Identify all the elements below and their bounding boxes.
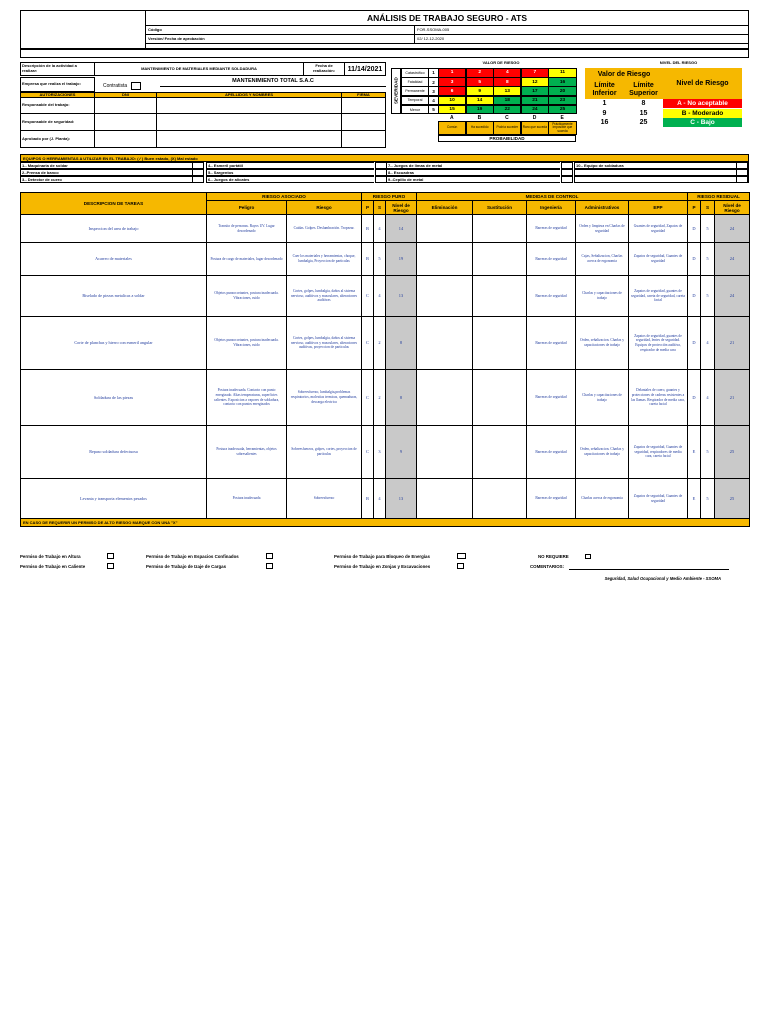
task-cell-elim (416, 425, 473, 479)
task-cell-rie: Cortes, golpes, lumbalgia, daños al sistema nervioso, auditivos y musculares, alteraciones auditivas, proyeccion de particulas (286, 316, 362, 370)
probability-label: PROBABILIDAD (438, 135, 576, 142)
matrix-severity-number: 4 (428, 96, 439, 106)
matrix-severity-name: Menor (401, 105, 429, 115)
task-cell-s: 2 (373, 369, 386, 426)
matrix-grid (401, 68, 576, 114)
matrix-severity-number: 1 (428, 68, 439, 78)
revision-label: Versión/ Fecha de aprobación (145, 34, 415, 44)
level-name: C - Bajo (663, 118, 742, 127)
task-cell-epp: Zapatos de seguridad, Guantes de seguridad (628, 478, 688, 519)
matrix-probability-letter: B (477, 114, 482, 121)
task-cell-elim (416, 478, 473, 519)
task-cell-s2: 5 (700, 425, 715, 479)
task-cell-n2: 24 (714, 242, 750, 276)
header-logo-box (20, 10, 146, 49)
task-cell-s: 4 (373, 214, 386, 243)
task-cell-p2: D (687, 214, 701, 243)
task-cell-p: C (361, 369, 374, 426)
matrix-severity-name: Fatalidad (401, 77, 429, 87)
task-cell-ing: Barreras de seguridad (526, 369, 576, 426)
column-header-riesgo: Riesgo (286, 200, 362, 215)
permit-izaje: Permiso de Trabajo de Izaje de Cargas (146, 564, 227, 569)
approved-by-label: Aprobado por (J. Planta): (20, 130, 95, 148)
matrix-probability-letter: A (449, 114, 454, 121)
responsible-safety-dni[interactable] (94, 113, 157, 131)
task-cell-sust (472, 316, 527, 370)
column-header-p: P (687, 200, 701, 215)
task-cell-pel: Postura inadecuada (206, 478, 287, 519)
task-cell-s: 3 (373, 425, 386, 479)
matrix-probability-letter: D (532, 114, 537, 121)
equipment-state-box[interactable] (561, 162, 573, 169)
level-lower: 9 (602, 109, 607, 117)
matrix-severity-name: Temporal (401, 96, 429, 106)
task-cell-n: 9 (385, 425, 417, 479)
matrix-severity-name: Permanente (401, 86, 429, 96)
equipment-state-box[interactable] (736, 176, 748, 183)
task-cell-elim (416, 242, 473, 276)
task-cell-s: 2 (373, 316, 386, 370)
task-cell-adm: Charlas y capacitaciones de trabajo (575, 275, 629, 317)
level-upper: 8 (641, 100, 646, 107)
matrix-cell: 9 (466, 86, 494, 96)
equipment-state-box[interactable] (561, 176, 573, 183)
task-cell-epp: Zapatos de seguridad, guantes de seguridad, lentes de seguridad. Equipos de protección auditiva, respirador de media cara (628, 316, 688, 370)
task-cell-p2: D (687, 275, 701, 317)
level-upper: 25 (639, 119, 648, 126)
task-cell-elim (416, 316, 473, 370)
date-label: Fecha de realización: (303, 62, 345, 76)
task-cell-ing: Barreras de seguridad (526, 425, 576, 479)
comentarios-line[interactable] (569, 569, 729, 570)
task-cell-rie: Caer los materiales y herramientas, choque, lumbalgia, Proyeccion de particulas (286, 242, 362, 276)
equipment-item: 10.- Equipo de soldadura (574, 162, 738, 169)
equipment-item (574, 176, 738, 183)
no-requiere-label: NO REQUIERE (538, 554, 569, 559)
task-cell-p2: E (687, 478, 701, 519)
task-cell-n: 14 (385, 214, 417, 243)
task-cell-pel: Objetos punzocortantes, postura inadecuada. Vibraciones, ruido (206, 275, 287, 317)
column-header-nivel: Nivel de Riesgo (714, 200, 750, 215)
permit-bloqueo: Permiso de Trabajo para Bloqueo de Energías (334, 554, 430, 559)
approved-by-dni[interactable] (94, 130, 157, 148)
task-cell-s: 4 (373, 478, 386, 519)
desc-header: DESCRIPCION DE TAREAS (20, 192, 207, 215)
matrix-cell: 1 (438, 68, 466, 78)
code-value: FOR-SSOMA-005 (414, 25, 749, 35)
auth-header: AUTORIZACIONES (20, 92, 95, 98)
activity-value: MANTENIMIENTO DE MATERIALES MEDIANTE SOLDADURA (94, 62, 304, 76)
no-requiere-checkbox[interactable] (585, 554, 591, 559)
matrix-cell: 16 (548, 77, 576, 87)
matrix-cell: 17 (521, 86, 549, 96)
equipment-item: 5.- Sargentos (206, 169, 374, 176)
column-header-peligro: Peligro (206, 200, 287, 215)
residual-group-header: RIESGO RESIDUAL (687, 192, 750, 201)
task-cell-epp: Guantes de seguridad, Zapatos de seguridad (628, 214, 688, 243)
matrix-cell: 5 (466, 77, 494, 87)
equipment-item: 1.- Maquinaria de soldar (20, 162, 192, 169)
column-header-elim: Eliminación (416, 200, 473, 215)
level-title: NIVEL DEL RIESGO (659, 60, 698, 66)
task-cell-epp: Delantales de cuero, guantes y protecciones de caderas resistentes a las llamas. Respirador de media cara, careta facial (628, 369, 688, 426)
column-header-p: P (361, 200, 374, 215)
approved-by-sign[interactable] (341, 130, 386, 148)
task-cell-p: B (361, 242, 374, 276)
matrix-cell: 22 (493, 105, 521, 115)
column-header-epp: EPP (628, 200, 688, 215)
comentarios-label: COMENTARIOS: (530, 564, 565, 569)
contractor-label: Contratista (103, 83, 128, 89)
matrix-probability-letter: C (505, 114, 509, 121)
value-label: Valor de Riesgo (585, 68, 663, 81)
risk-matrix (391, 62, 577, 146)
task-cell-sust (472, 242, 527, 276)
matrix-cell: 2 (466, 68, 494, 78)
column-header-ing: Ingeniería (526, 200, 576, 215)
severity-label: SEVERIDAD (393, 77, 399, 105)
matrix-probability-description: Común (438, 121, 466, 135)
column-header-nivel: Nivel de Riesgo (385, 200, 417, 215)
task-cell-n: 8 (385, 369, 417, 426)
task-cell-ing: Barreras de seguridad (526, 275, 576, 317)
task-cell-elim (416, 275, 473, 317)
permit-izaje-checkbox[interactable] (266, 563, 273, 569)
level-name: B - Moderado (663, 109, 742, 118)
matrix-letters (438, 114, 576, 121)
responsible-safety-sign[interactable] (341, 113, 386, 131)
task-cell-n: 13 (385, 478, 417, 519)
task-cell-n: 8 (385, 316, 417, 370)
company-value: MANTENIMIENTO TOTAL S.A.C (232, 78, 314, 84)
responsible-work-label: Responsable del trabajo: (20, 97, 95, 114)
contractor-checkbox[interactable] (131, 82, 141, 90)
matrix-cell: 20 (548, 86, 576, 96)
date-value[interactable]: 11/14/2021 (344, 62, 386, 76)
equipment-item: 8.- Escuadras (386, 169, 560, 176)
column-header-s: S (373, 200, 386, 215)
company-label: Empresa que realiza el trabajo: (20, 77, 95, 92)
matrix-cell: 14 (466, 96, 494, 106)
task-cell-desc: Soldadura de las piezas (20, 369, 207, 426)
task-cell-n2: 25 (714, 425, 750, 479)
equipment-right-border (748, 162, 749, 183)
task-cell-p: B (361, 214, 374, 243)
task-cell-rie: Sobreesfuerzo (286, 478, 362, 519)
revision-value: 02/ 12-12-2020 (414, 34, 749, 44)
task-cell-adm: Cajas, Señalizacion, Charlas acerca de ergonomia (575, 242, 629, 276)
responsible-work-dni[interactable] (94, 97, 157, 114)
task-cell-adm: Orden, señalizacion. Charlas y capacitaciones de trabajo (575, 425, 629, 479)
task-cell-pel: Postura inadecuada. Contacto con punto energizado. Altas temperaturas, superficies calientes. Exposicion a vapores de soldadura, contacto con puntos energizados (206, 369, 287, 426)
task-cell-sust (472, 214, 527, 243)
equipment-state-box[interactable] (561, 169, 573, 176)
matrix-cell: 18 (493, 96, 521, 106)
equipment-item: 9.-Cepillo de metal (386, 176, 560, 183)
matrix-probability-description: Prácticamente imposible que suceda (548, 121, 576, 135)
matrix-cell: 8 (493, 77, 521, 87)
permit-zanjas: Permiso de Trabajo en Zonjas y Excavaciones (334, 564, 431, 569)
task-cell-pel: Transito de personas. Rayos UV. Lugar desordenado (206, 214, 287, 243)
responsible-safety-name[interactable] (156, 113, 342, 131)
equipment-item: 7.- Juegos de limas de metal (386, 162, 560, 169)
task-cell-desc: Levanta y transporta elementos pesados (20, 478, 207, 519)
level-name: A - No aceptable (663, 99, 742, 108)
equipment-state-box[interactable] (736, 162, 748, 169)
level-lower: 16 (600, 119, 609, 126)
hazard-group-header: RIESGO ASOCIADO (206, 192, 362, 201)
document-title: ANÁLISIS DE TRABAJO SEGURO - ATS (145, 10, 749, 26)
task-cell-p2: D (687, 369, 701, 426)
task-cell-s2: 4 (700, 316, 715, 370)
matrix-cell: 24 (521, 105, 549, 115)
matrix-severity-number: 2 (428, 77, 439, 87)
equipment-state-box[interactable] (736, 169, 748, 176)
matrix-severity-number: 5 (428, 105, 439, 115)
task-cell-s2: 5 (700, 275, 715, 317)
permit-caliente-checkbox[interactable] (107, 563, 114, 569)
task-cell-rie: Sobreesfuerzo, lumbalgia,problemas respiratorios, molestias termicas, quemaduras, descarga electrica (286, 369, 362, 426)
task-cell-n: 19 (385, 242, 417, 276)
task-cell-sust (472, 275, 527, 317)
footer-text: Seguridad, Salud Ocupacional y Medio Ambiente - SSOMA (604, 576, 721, 581)
task-cell-adm: Orden y limpieza en Charlas de seguridad (575, 214, 629, 243)
task-cell-sust (472, 425, 527, 479)
upper-label: Límite Superior (624, 81, 663, 99)
task-cell-elim (416, 214, 473, 243)
task-cell-sust (472, 478, 527, 519)
task-cell-p2: D (687, 242, 701, 276)
task-cell-p: B (361, 478, 374, 519)
pure-risk-group-header: RIESGO PURO (361, 192, 417, 201)
matrix-cell: 15 (438, 105, 466, 115)
code-label: Código (145, 25, 415, 35)
task-cell-s2: 5 (700, 478, 715, 519)
equipment-state-box[interactable] (192, 162, 204, 169)
task-cell-n2: 24 (714, 275, 750, 317)
task-cell-s2: 4 (700, 369, 715, 426)
task-cell-epp: Zapatos de seguridad, Guantes de seguridad, respiradores de media cara, careta facial (628, 425, 688, 479)
sign-header: FIRMA (341, 92, 386, 98)
matrix-cell: 4 (493, 68, 521, 78)
task-cell-desc: Repaso soldadura defectuosa (20, 425, 207, 479)
approved-by-name[interactable] (156, 130, 342, 148)
task-cell-desc: Acarreo de materiales (20, 242, 207, 276)
matrix-cell: 3 (438, 77, 466, 87)
equipment-state-box[interactable] (192, 176, 204, 183)
task-cell-ing: Barreras de seguridad (526, 214, 576, 243)
task-cell-n2: 21 (714, 316, 750, 370)
permit-espacios: Permiso de Trabajo en Espacios Confinados (146, 554, 239, 559)
task-cell-pel: Postura inadecuada, herramientas, objetos sobresalientes (206, 425, 287, 479)
activity-label: Descripción de la actividad a realizar: (20, 62, 95, 76)
task-cell-ing: Barreras de seguridad (526, 242, 576, 276)
matrix-cell: 25 (548, 105, 576, 115)
matrix-cell: 6 (438, 86, 466, 96)
task-cell-rie: Cortes, golpes, lumbalgia, daños al sistema nervioso, auditivos y musculares, alteraciones auditivas (286, 275, 362, 317)
task-cell-pel: Objetos punzocortantes, postura inadecuada. Vibraciones, ruido (206, 316, 287, 370)
task-cell-desc: Biselado de piezas metalicas a soldar (20, 275, 207, 317)
equipment-item: 4.- Esmeril portátil (206, 162, 374, 169)
matrix-probability-description: Podría suceder (493, 121, 521, 135)
risk-level-table (585, 62, 742, 132)
level-upper: 15 (639, 109, 648, 117)
task-cell-n2: 24 (714, 214, 750, 243)
permit-zanjas-checkbox[interactable] (457, 563, 464, 569)
matrix-cell: 10 (438, 96, 466, 106)
matrix-cell: 11 (548, 68, 576, 78)
task-cell-adm: Charlas y capacitaciones de trabajo (575, 369, 629, 426)
task-cell-ing: Barreras de seguridad (526, 478, 576, 519)
matrix-probability-description: Ha sucedido (466, 121, 494, 135)
task-cell-n: 13 (385, 275, 417, 317)
column-header-sust: Sustitución (472, 200, 527, 215)
task-cell-p2: E (687, 425, 701, 479)
task-cell-p: C (361, 316, 374, 370)
matrix-title: VALOR DE RIESGO (482, 60, 520, 66)
task-cell-n2: 25 (714, 478, 750, 519)
task-cell-adm: Orden, señalizacion. Charlas y capacitaciones de trabajo (575, 316, 629, 370)
responsible-safety-label: Responsable de seguridad: (20, 113, 95, 131)
control-group-header: MEDIDAS DE CONTROL (416, 192, 688, 201)
equipment-item: 2.-Prensa de banco (20, 169, 192, 176)
permit-altura-checkbox[interactable] (107, 553, 114, 559)
task-cell-elim (416, 369, 473, 426)
task-cell-desc: Corte de planchas y hierro con esmeril angular (20, 316, 207, 370)
equipment-item: 6.- Juegos de alicates (206, 176, 374, 183)
responsible-work-name[interactable] (156, 97, 342, 114)
matrix-cell: 23 (548, 96, 576, 106)
level-label: Nivel de Riesgo (663, 68, 742, 99)
equipment-state-box[interactable] (192, 169, 204, 176)
column-header-adm: Administrativos (575, 200, 629, 215)
permit-espacios-checkbox[interactable] (266, 553, 273, 559)
task-cell-s2: 5 (700, 214, 715, 243)
task-cell-n2: 21 (714, 369, 750, 426)
task-cell-pel: Postura de cargo de materiales, lugar desordenado (206, 242, 287, 276)
matrix-probability-descriptions (438, 121, 576, 135)
matrix-cell: 12 (521, 77, 549, 87)
matrix-probability-description: Raro que suceda (521, 121, 549, 135)
task-table-footer: EN CASO DE REQUERIR UN PERMISO DE ALTO RIESGO MARQUE CON UNA "X" (20, 518, 750, 527)
task-cell-rie: Sobreesfuerzos, golpes, cortes, proyeccion de particulas (286, 425, 362, 479)
names-header: APELLIDOS Y NOMBRES (156, 92, 342, 98)
permit-bloqueo-checkbox[interactable] (457, 553, 466, 559)
matrix-cell: 21 (521, 96, 549, 106)
equipment-item (574, 169, 738, 176)
task-cell-p: C (361, 275, 374, 317)
task-cell-p: C (361, 425, 374, 479)
task-cell-epp: Zapatos de seguridad, guantes de seguridad, careta de seguridad, careta facial (628, 275, 688, 317)
task-cell-sust (472, 369, 527, 426)
responsible-work-sign[interactable] (341, 97, 386, 114)
task-cell-ing: Barreras de seguridad (526, 316, 576, 370)
matrix-cell: 19 (466, 105, 494, 115)
task-cell-rie: Caidas. Golpes. Deslumbración. Tropezar. (286, 214, 362, 243)
matrix-cell: 13 (493, 86, 521, 96)
task-cell-epp: Zapatos de seguridad, Guantes de seguridad (628, 242, 688, 276)
permit-altura: Permiso de Trabajo en Altura (20, 554, 81, 559)
equipment-header: EQUIPOS O HERRAMIENTAS A UTILIZAR EN EL TRABAJO: (✓) Buen estado, (X) Mal estado (20, 154, 749, 162)
equipment-item: 3.- Detector de cuero (20, 176, 192, 183)
matrix-probability-letter: E (560, 114, 564, 121)
level-lower: 1 (602, 100, 607, 107)
matrix-cell: 7 (521, 68, 549, 78)
header-spacer-row (20, 49, 749, 58)
task-cell-adm: Charlas acerca de ergonomia (575, 478, 629, 519)
task-cell-s: 4 (373, 275, 386, 317)
matrix-severity-name: Catastrófico (401, 68, 429, 78)
permit-caliente: Permiso de Trabajo en Caliente (20, 564, 86, 569)
task-cell-s2: 5 (700, 242, 715, 276)
task-table (20, 192, 749, 526)
task-cell-desc: Inspeccion del area de trabajo (20, 214, 207, 243)
info-block (20, 62, 386, 150)
column-header-s: S (700, 200, 715, 215)
dni-header: DNI (94, 92, 157, 98)
matrix-severity-number: 3 (428, 86, 439, 96)
lower-label: Límite Inferior (585, 81, 624, 99)
task-cell-p2: D (687, 316, 701, 370)
task-cell-s: 5 (373, 242, 386, 276)
equipment-grid (20, 162, 749, 186)
